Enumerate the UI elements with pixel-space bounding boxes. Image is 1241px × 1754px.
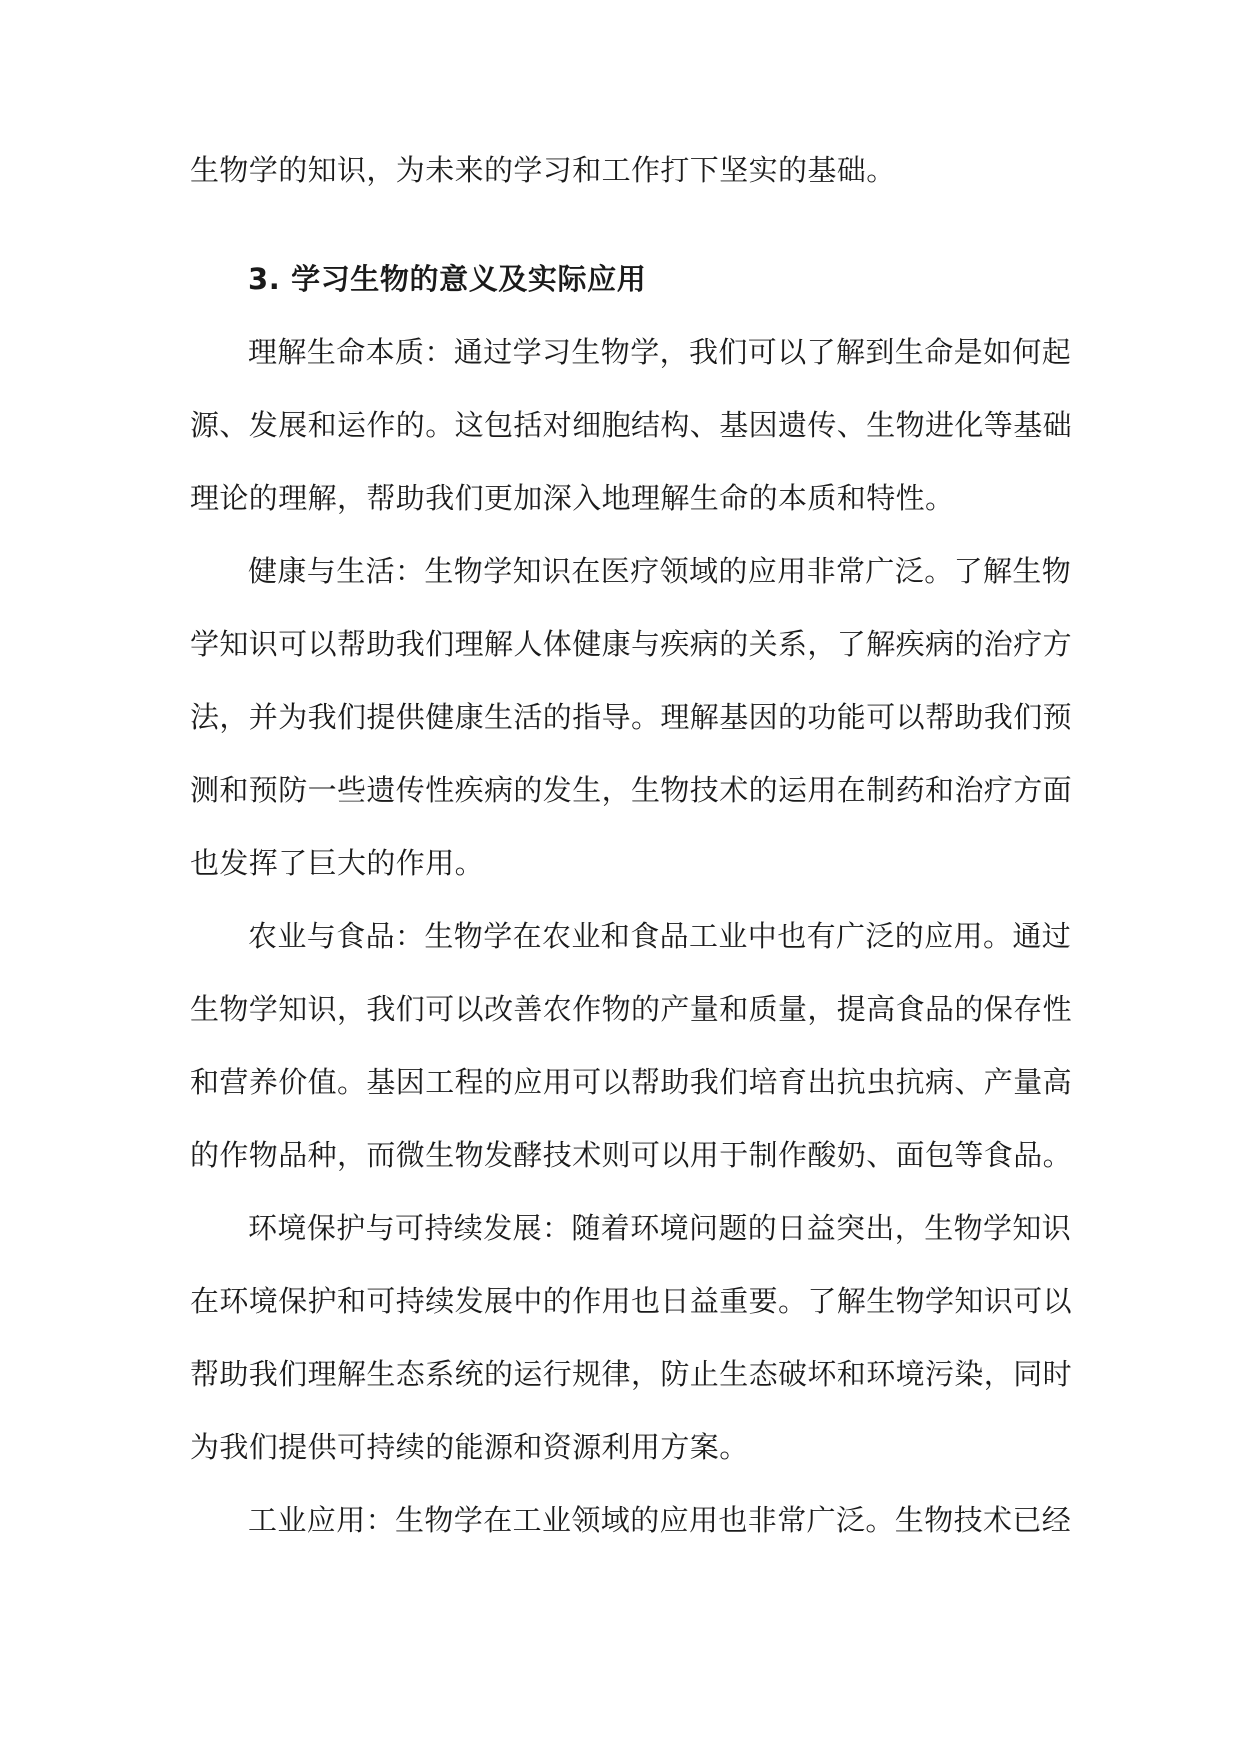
section-heading: 3. 学习生物的意义及实际应用 xyxy=(248,262,647,296)
text-line: 农业与食品：生物学在农业和食品工业中也有广泛的应用。通过 xyxy=(248,919,1072,953)
text-line: 法，并为我们提供健康生活的指导。理解基因的功能可以帮助我们预 xyxy=(190,700,1073,734)
text-line: 为我们提供可持续的能源和资源利用方案。 xyxy=(190,1430,749,1464)
text-line: 源、发展和运作的。这包括对细胞结构、基因遗传、生物进化等基础 xyxy=(190,408,1073,442)
text-line: 工业应用：生物学在工业领域的应用也非常广泛。生物技术已经 xyxy=(248,1503,1072,1537)
text-line: 环境保护与可持续发展：随着环境问题的日益突出，生物学知识 xyxy=(248,1211,1072,1245)
text-line: 学知识可以帮助我们理解人体健康与疾病的关系，了解疾病的治疗方 xyxy=(190,627,1073,661)
text-line: 理论的理解，帮助我们更加深入地理解生命的本质和特性。 xyxy=(190,481,955,515)
text-line: 也发挥了巨大的作用。 xyxy=(190,846,485,880)
text-line: 的作物品种，而微生物发酵技术则可以用于制作酸奶、面包等食品。 xyxy=(190,1138,1073,1172)
text-line: 生物学的知识，为未来的学习和工作打下坚实的基础。 xyxy=(190,153,896,187)
text-line: 在环境保护和可持续发展中的作用也日益重要。了解生物学知识可以 xyxy=(190,1284,1073,1318)
text-line: 生物学知识，我们可以改善农作物的产量和质量，提高食品的保存性 xyxy=(190,992,1073,1026)
text-line: 理解生命本质：通过学习生物学，我们可以了解到生命是如何起 xyxy=(248,335,1072,369)
text-line: 测和预防一些遗传性疾病的发生，生物技术的运用在制药和治疗方面 xyxy=(190,773,1073,807)
text-line: 和营养价值。基因工程的应用可以帮助我们培育出抗虫抗病、产量高 xyxy=(190,1065,1073,1099)
text-line: 健康与生活：生物学知识在医疗领域的应用非常广泛。了解生物 xyxy=(248,554,1072,588)
text-line: 帮助我们理解生态系统的运行规律，防止生态破坏和环境污染，同时 xyxy=(190,1357,1073,1391)
